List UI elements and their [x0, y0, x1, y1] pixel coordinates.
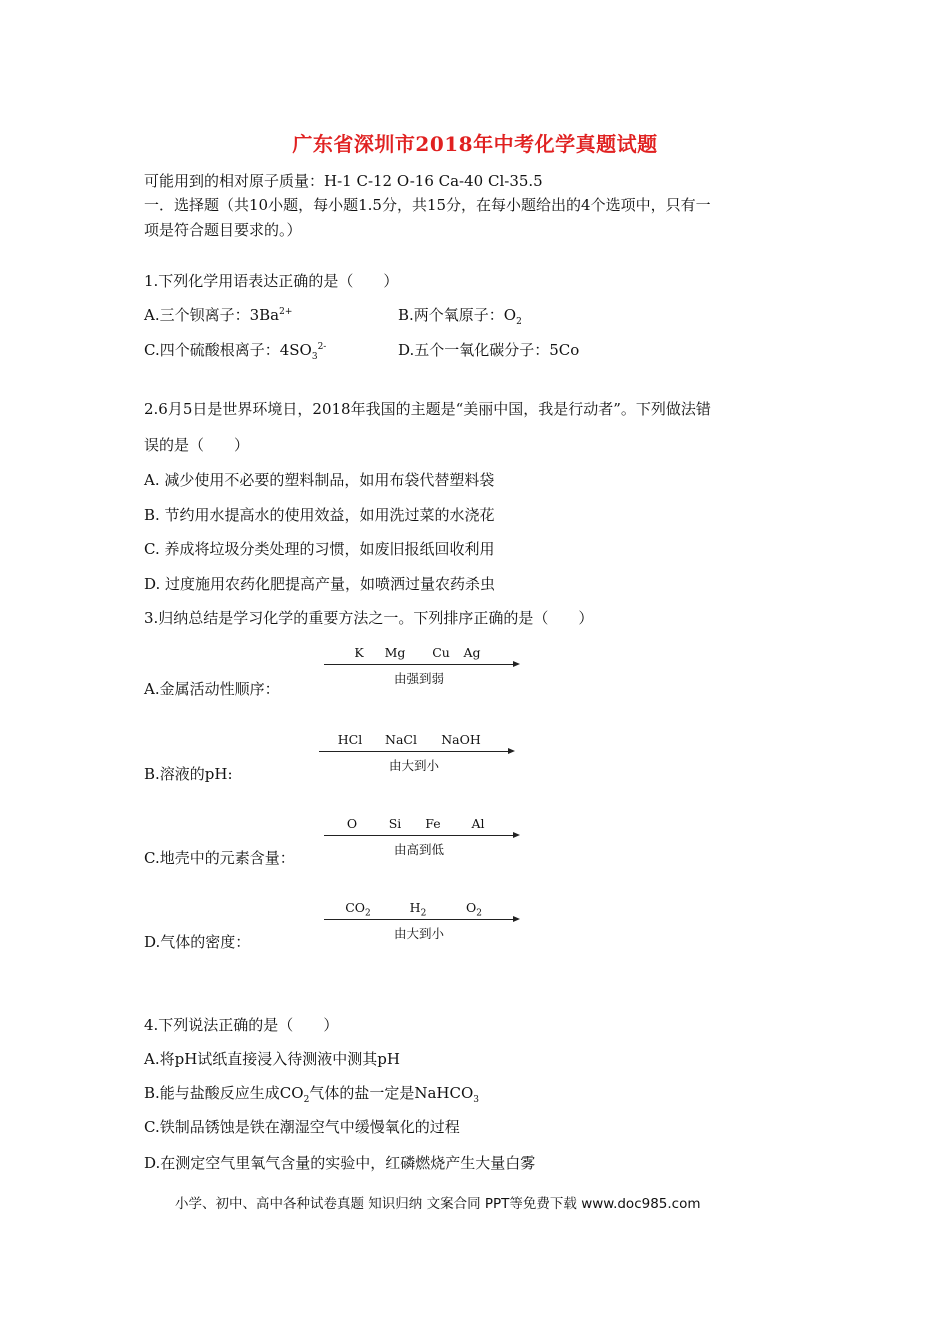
q3-option-b: B.溶液的pH:	[144, 765, 233, 783]
page-footer: 小学、初中、高中各种试卷真题 知识归纳 文案合同 PPT等免费下载 www.doc985.com	[175, 1196, 701, 1212]
q1-option-d: D.五个一氧化碳分子：5Co	[398, 341, 580, 359]
scale-item: $H_2$	[409, 900, 427, 919]
atomic-masses: 可能用到的相对原子质量：H-1 C-12 O-16 Ca-40 Cl-35.5	[144, 172, 543, 190]
scale-item: $O_2$	[466, 900, 482, 919]
q3-option-c: C.地壳中的元素含量：	[144, 849, 295, 867]
q2-option-a: A. 减少使用不必要的塑料制品，如用布袋代替塑料袋	[144, 471, 495, 489]
scale-item: Al	[471, 816, 485, 831]
q3-c-scale	[324, 816, 524, 856]
q2-stem-line2: 误的是（ ）	[144, 436, 250, 454]
arrow-right-icon	[324, 919, 514, 920]
q3-b-scale	[319, 732, 519, 772]
scale-item: Mg	[384, 645, 406, 660]
arrow-right-icon	[324, 664, 514, 665]
arrow-right-icon	[319, 751, 509, 752]
q4-stem: 4.下列说法正确的是（ ）	[144, 1016, 339, 1034]
q1-option-c: C.四个硫酸根离子：$4SO_3^{2-}$	[144, 341, 327, 362]
scale-item: Ag	[463, 645, 481, 660]
arrow-right-icon	[324, 835, 514, 836]
q2-stem-line1: 2.6月5日是世界环境日，2018年我国的主题是“美丽中国，我是行动者”。下列做法错	[144, 400, 711, 418]
q2-option-c: C. 养成将垃圾分类处理的习惯，如废旧报纸回收利用	[144, 540, 495, 558]
q4-option-b: B.能与盐酸反应生成$CO_2$气体的盐一定是NaHCO$_3$	[144, 1084, 479, 1105]
scale-item: K	[354, 645, 364, 660]
scale-item: Cu	[432, 645, 450, 660]
q3-stem: 3.归纳总结是学习化学的重要方法之一。下列排序正确的是（ ）	[144, 609, 594, 627]
q1-stem: 1.下列化学用语表达正确的是（ ）	[144, 272, 399, 290]
q1-option-a: A.三个钡离子：$3Ba^{2+}$	[144, 306, 293, 324]
scale-item: $CO_2$	[345, 900, 371, 919]
q4-option-d: D.在测定空气里氧气含量的实验中，红磷燃烧产生大量白雾	[144, 1154, 536, 1172]
q3-option-a: A.金属活动性顺序：	[144, 680, 280, 698]
scale-item: Si	[388, 816, 402, 831]
q3-a-scale	[324, 645, 524, 685]
q2-option-b: B. 节约用水提高水的使用效益，如用洗过菜的水浇花	[144, 506, 495, 524]
page-title: 广东省深圳市2018年中考化学真题试题	[292, 132, 658, 156]
q4-option-a: A.将pH试纸直接浸入待测液中测其pH	[144, 1050, 400, 1068]
scale-item: NaCl	[385, 732, 417, 747]
q4-option-c: C.铁制品锈蚀是铁在潮湿空气中缓慢氧化的过程	[144, 1118, 460, 1136]
scale-item: NaOH	[441, 732, 481, 747]
scale-item: O	[346, 816, 358, 831]
scale-direction: 由大到小	[393, 926, 444, 941]
section-heading-line2: 项是符合题目要求的。）	[144, 221, 302, 239]
q3-d-scale	[324, 900, 524, 940]
scale-item: HCl	[337, 732, 363, 747]
q3-option-d: D.气体的密度：	[144, 933, 251, 951]
q1-option-b: B.两个氧原子：$O_2$	[398, 306, 522, 327]
section-heading-line1: 一．选择题（共10小题，每小题1.5分，共15分，在每小题给出的4个选项中，只有一	[144, 196, 711, 214]
q2-option-d: D. 过度施用农药化肥提高产量，如喷洒过量农药杀虫	[144, 575, 496, 593]
scale-item: Fe	[425, 816, 441, 831]
scale-direction: 由大到小	[388, 758, 439, 773]
scale-direction: 由高到低	[393, 842, 444, 857]
scale-direction: 由强到弱	[393, 671, 444, 686]
